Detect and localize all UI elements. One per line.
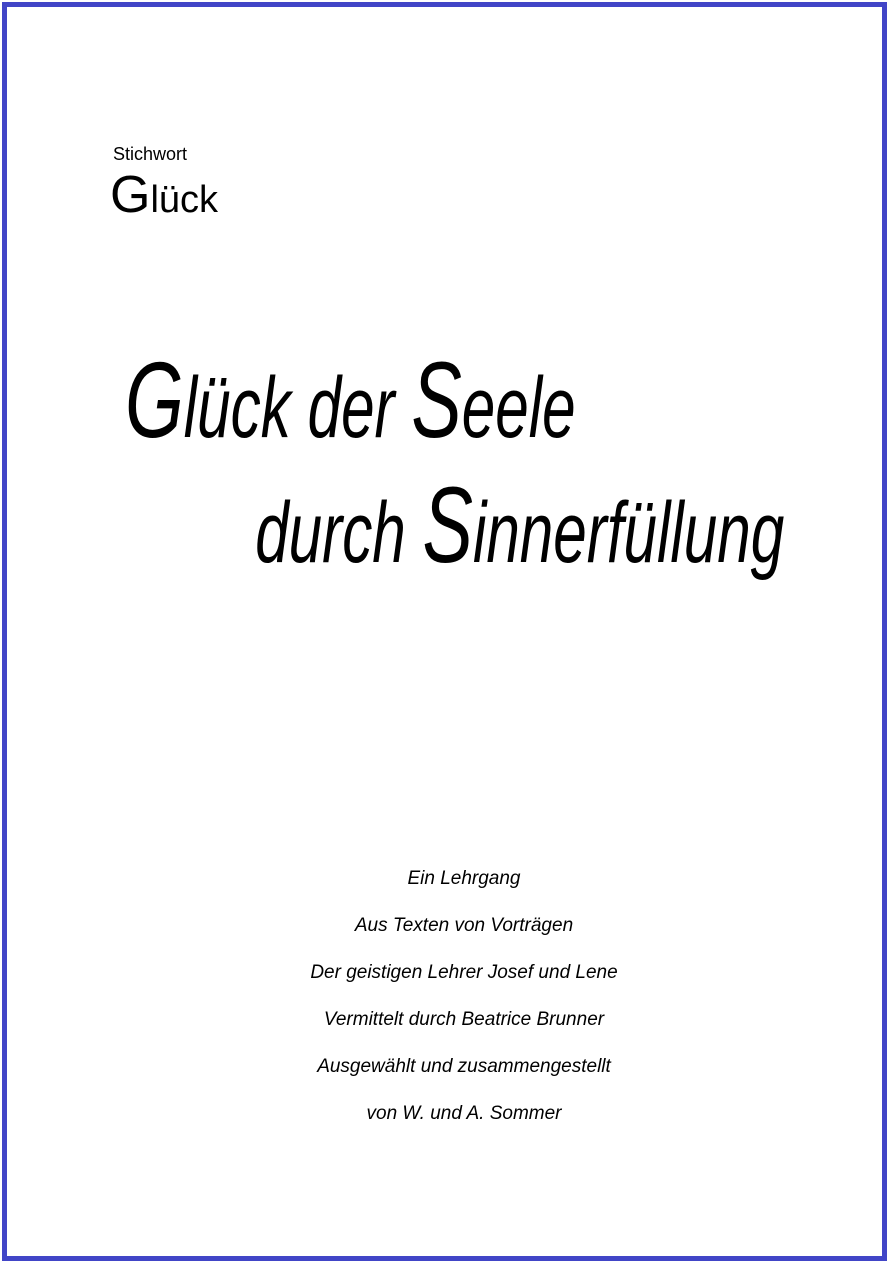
main-title [125,337,784,587]
title-text: lück der [183,360,412,456]
credit-line: Aus Texten von Vorträgen [354,915,574,936]
title-text: eele [461,360,576,456]
keyword-initial: G [110,166,151,224]
credit-line: Ausgewählt und zusammengestellt [317,1056,611,1077]
title-initial-s2: S [422,464,473,585]
credit-line: Ein Lehrgang [407,868,521,889]
title-initial-s: S [411,339,462,460]
keyword-rest: lück [150,179,219,221]
credits-block [46,855,882,1137]
credit-line: Vermittelt durch Beatrice Brunner [323,1009,605,1030]
keyword-word [110,166,219,224]
keyword-label: Stichwort [113,144,188,164]
document-page [2,2,887,1261]
title-text: durch [255,485,423,581]
title-text: innerfüllung [472,485,785,581]
credit-line: von W. und A. Sommer [366,1103,562,1124]
credit-line: Der geistigen Lehrer Josef und Lene [310,962,618,983]
title-initial-g: G [125,339,184,460]
title-line-1 [125,337,784,462]
title-line-2 [125,462,784,587]
